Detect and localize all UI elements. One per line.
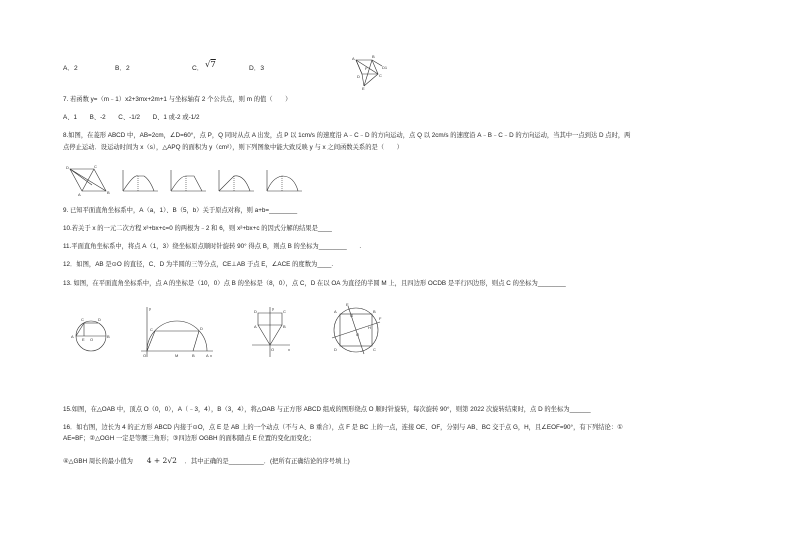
q6-radical-sign: √ bbox=[205, 60, 211, 70]
q8-rhombus-label: D bbox=[66, 165, 69, 170]
q15-label: y bbox=[272, 306, 274, 311]
q16-min-expression: 4 + 2√2 bbox=[146, 456, 177, 465]
q6-fig-label: E bbox=[362, 86, 365, 91]
q13-label: O bbox=[143, 353, 147, 358]
q8-graph-c bbox=[216, 168, 256, 194]
q6-fig-label: A bbox=[352, 56, 355, 61]
q12-label: A bbox=[71, 334, 74, 339]
q13-label: B bbox=[192, 353, 195, 358]
q16-label: B bbox=[373, 309, 376, 314]
q12-label: E bbox=[82, 337, 85, 342]
q8-line1: 8.如图，在菱形 ABCD 中，AB=2cm，∠D=60°，点 P，Q 同时从点 A 出发，点 P 以 1cm/s 的速度沿 A﹣C﹣D 的方向运动，点 Q 以 2cm/s 的速度沿 A﹣B﹣C﹣D 的方向运动，当其中一点到达 D 点时，两 bbox=[63, 132, 631, 139]
q12-label: O bbox=[90, 337, 94, 342]
q8-rhombus-figure bbox=[64, 163, 112, 199]
q6-fig-label: F bbox=[365, 66, 368, 71]
q11: 11.平面直角坐标系中，将点 A（1，3）绕坐标原点顺时针旋转 90° 得点 B，则点 B 的坐标为________ . bbox=[63, 243, 362, 250]
q8-rhombus-label: C bbox=[94, 164, 97, 169]
q6-radical-value: 7 bbox=[210, 60, 216, 70]
q6-fig-label: B bbox=[372, 54, 375, 59]
q16-label: C bbox=[373, 347, 376, 352]
q6-fig-label: D1 bbox=[382, 65, 388, 70]
q15: 15.如图，在△OAB 中，顶点 O（0，0），A（﹣3，4），B（3，4），将△OAB 与正方形 ABCD 组成的图形绕点 O 顺时针旋转，每次旋转 90°，则第 2022 次旋转结束时，点 D 的坐标为______ bbox=[63, 406, 591, 413]
q15-label: C bbox=[283, 309, 286, 314]
q8-graph-d bbox=[264, 168, 304, 194]
q12-label: B bbox=[107, 334, 110, 339]
q12-circle-figure bbox=[70, 315, 112, 357]
q12: 12．如图，AB 是⊙O 的直径，C、D 为半圆的三等分点，CE⊥AB 于点 E，∠ACE 的度数为____. bbox=[63, 261, 334, 268]
q6-option-c-prefix: C． bbox=[192, 65, 204, 72]
q13-label: x bbox=[210, 353, 212, 358]
q8-graph-a bbox=[120, 168, 160, 194]
q13-label: M bbox=[175, 353, 179, 358]
q7-stem: 7. 若函数 y=（m﹣1）x2+3mx+2m+1 与坐标轴有 2 个公共点，则 m 的值（ ） bbox=[63, 96, 292, 103]
q13-label: A bbox=[206, 353, 209, 358]
q8-graph-b bbox=[168, 168, 208, 194]
q15-label: D bbox=[254, 309, 257, 314]
q16-label: F bbox=[379, 316, 382, 321]
q6-fig-label: D bbox=[357, 74, 360, 79]
q6-option-c bbox=[192, 62, 203, 72]
q6-option-a: A．2 bbox=[63, 65, 78, 72]
q6-option-d: D．3 bbox=[249, 65, 265, 72]
q8-rhombus-label: A bbox=[78, 192, 81, 197]
q7-options: A、1 B、-2 C、-1/2 D、1 或-2 或-1/2 bbox=[63, 114, 200, 121]
q16-label: H bbox=[368, 325, 371, 330]
q16-line3-suffix: ．其中正确的是__________．(把所有正确结论的序号填上) bbox=[184, 458, 350, 465]
q16-figure bbox=[328, 302, 384, 360]
q15-figure bbox=[250, 305, 292, 359]
q13-label: C bbox=[150, 327, 153, 332]
q6-fig-label: C bbox=[379, 73, 382, 78]
q6-figure bbox=[346, 52, 388, 92]
q16-label: A bbox=[334, 309, 337, 314]
q13-label: D bbox=[200, 326, 203, 331]
q16-label: E bbox=[346, 302, 349, 307]
q15-label: B bbox=[283, 324, 286, 329]
q16-line3-prefix: ④△GBH 周长的最小值为 bbox=[63, 458, 133, 465]
q6-option-b: B．2 bbox=[115, 65, 130, 72]
q16-line1: 16．如右图，边长为 4 的正方形 ABCD 内接于⊙O，点 E 是 AB 上的一个动点（不与 A、B 重合），点 F 是 BC 上的一点，连接 OE、OF，分别与 AB、BC 交于点 G，H，且∠EOF=90°，有下列结论：① bbox=[63, 424, 623, 431]
q16-label: O bbox=[356, 332, 360, 337]
q15-label: x bbox=[288, 347, 290, 352]
q13-label: y bbox=[149, 306, 151, 311]
q16-label: G bbox=[350, 313, 354, 318]
q13-semicircle-figure bbox=[137, 305, 215, 359]
q15-label: O bbox=[271, 347, 275, 352]
q13: 13. 如图，在平面直角坐标系中，点 A 的坐标是（10，0）点 B 的坐标是（8，0），点 C，D 在以 OA 为直径的半圆 M 上，且四边形 OCDB 是平行四边形，则点 C 的坐标为________ bbox=[63, 280, 566, 287]
q6-radical bbox=[205, 54, 216, 72]
q10: 10.若关于 x 的一元二次方程 x²+bx+c=0 的两根为﹣2 和 6，则 x²+bx+c 的因式分解的结果是____ bbox=[63, 225, 332, 232]
q12-label: C bbox=[81, 317, 84, 322]
q9: 9. 已知平面直角坐标系中，A（a，1）、B（5，b）关于原点对称，则 a+b=________ bbox=[63, 207, 298, 214]
q16-line3 bbox=[63, 456, 350, 466]
q16-line2: AE=BF；②△OGH 一定是等腰三角形；③四边形 OGBH 的面积随点 E 位置的变化而变化； bbox=[63, 435, 316, 442]
q8-line2: 点停止运动．设运动时间为 x（s），△APQ 的面积为 y（cm²），则下列图象中能大致反映 y 与 x 之间函数关系的是（ ） bbox=[63, 144, 403, 151]
q16-label: D bbox=[334, 347, 337, 352]
q12-label: D bbox=[98, 317, 101, 322]
q8-rhombus-label: B bbox=[107, 190, 110, 195]
q15-label: A bbox=[254, 324, 257, 329]
